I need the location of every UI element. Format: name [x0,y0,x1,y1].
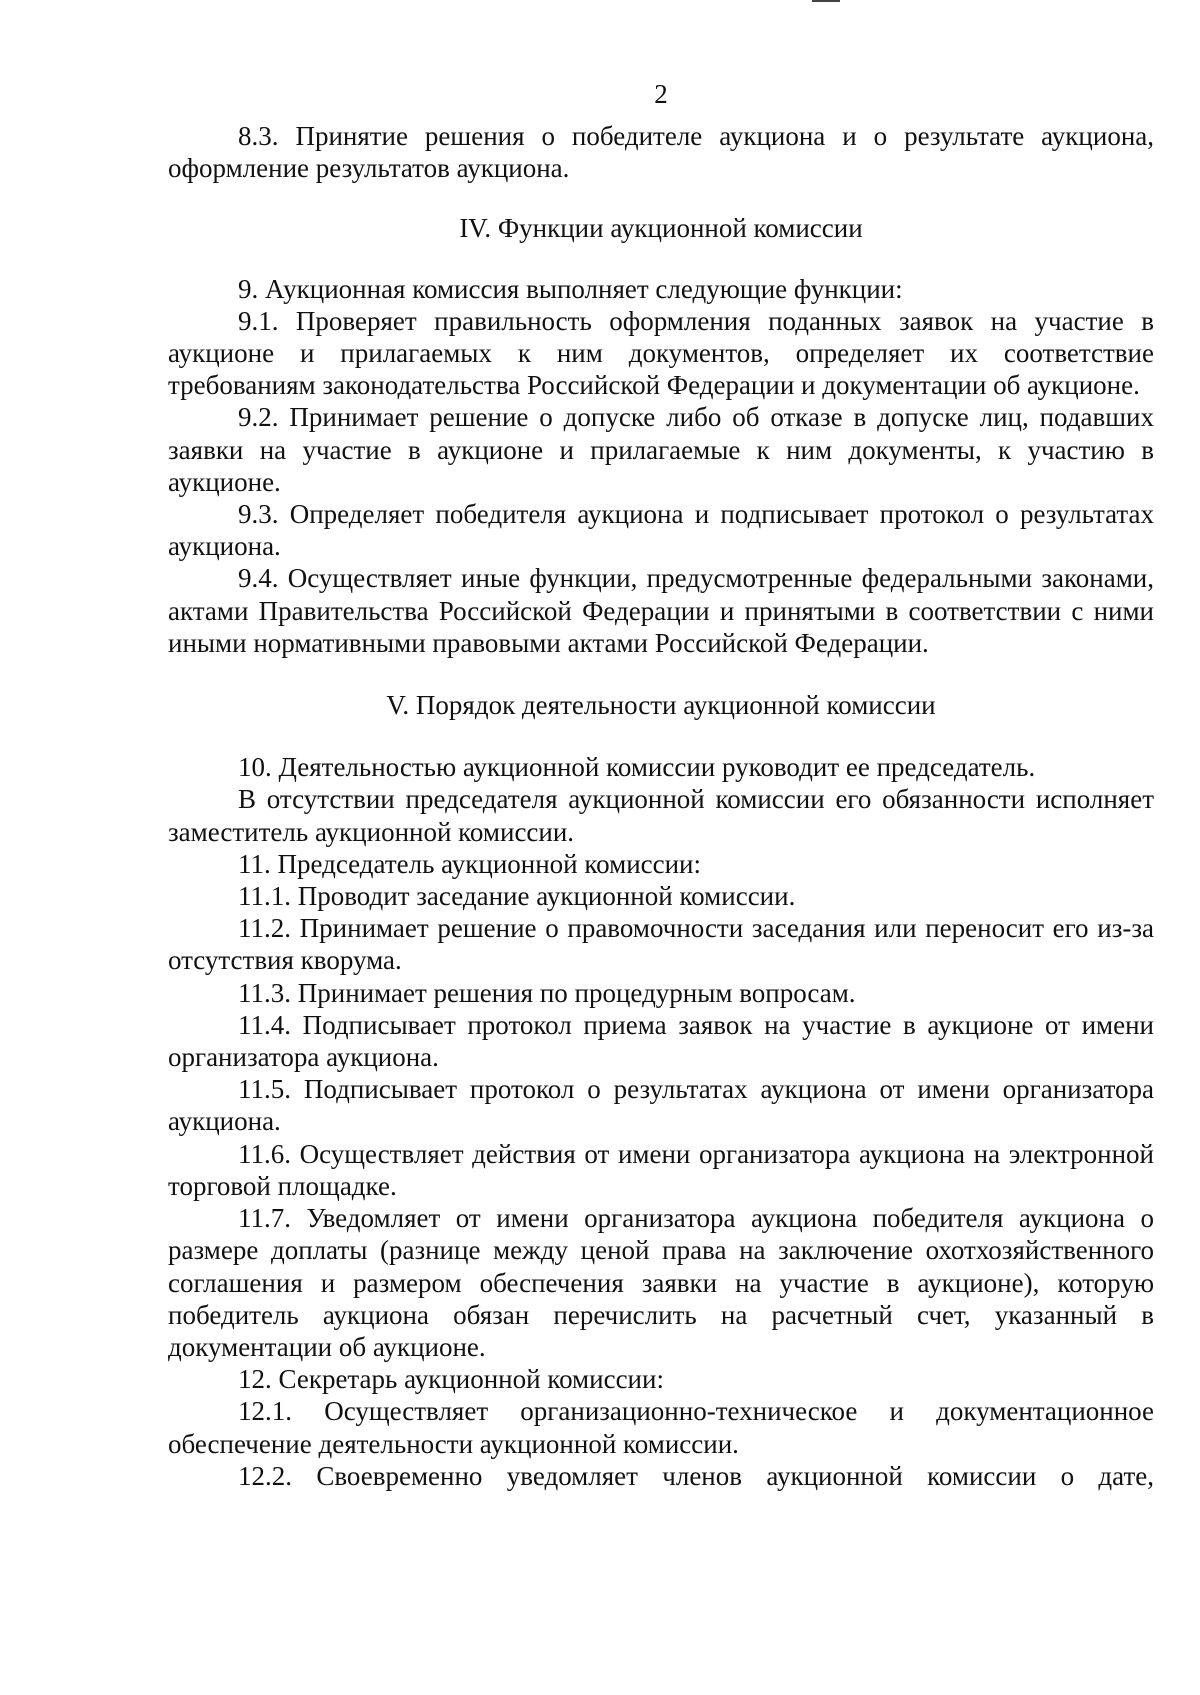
paragraph-9-2: 9.2. Принимает решение о допуске либо об отказе в допуске лиц, подавших заявки на участие в аукционе и прилагаемые к ним документы, к участию в аукционе. [168,402,1154,497]
paragraph-12: 12. Секретарь аукционной комиссии: [238,1364,664,1395]
section-heading-v: V. Порядок деятельности аукционной комиссии [386,690,936,721]
paragraph-11-7: 11.7. Уведомляет от имени организатора аукциона победителя аукциона о размере доплаты (разнице между ценой права на заключение охотхозяйственного соглашения и размером обеспечения заявки на участие в аукционе), которую победитель аукциона обязан перечислить на расчетный счет, указанный в документации об аукционе. [168,1203,1154,1362]
paragraph-11-6: 11.6. Осуществляет действия от имени организатора аукциона на электронной торговой площадке. [168,1138,1154,1201]
paragraph-11: 11. Председатель аукционной комиссии: [238,848,702,879]
page-number: 2 [654,79,668,109]
paragraph-9-1: 9.1. Проверяет правильность оформления поданных заявок на участие в аукционе и прилагаемых к ним документов, определяет их соответствие требованиям законодательства Российской Федерации и документации об аукционе. [168,305,1154,401]
paragraph-9-3: 9.3. Определяет победителя аукциона и подписывает протокол о результатах аукциона. [168,499,1154,562]
section-heading-iv: IV. Функции аукционной комиссии [459,213,863,244]
paragraph-8-3: 8.3. Принятие решения о победителе аукциона и о результате аукциона, оформление результатов аукциона. [168,121,1154,184]
document-body [168,120,1154,1492]
paragraph-11-3: 11.3. Принимает решения по процедурным вопросам. [238,977,856,1008]
paragraph-10: 10. Деятельностью аукционной комиссии руководит ее председатель. [238,752,1036,783]
paragraph-12-2: 12.2. Своевременно уведомляет членов аукционной комиссии о дате, [238,1460,1154,1491]
paragraph-9: 9. Аукционная комиссия выполняет следующие функции: [238,273,903,304]
paragraph-12-1: 12.1. Осуществляет организационно-техническое и документационное обеспечение деятельности аукционной комиссии. [168,1396,1154,1459]
paragraph-9-4: 9.4. Осуществляет иные функции, предусмотренные федеральными законами, актами Правительства Российской Федерации и принятыми в соответствии с ними иными нормативными правовыми актами Российской Федерации. [168,563,1154,658]
paragraph-11-4: 11.4. Подписывает протокол приема заявок на участие в аукционе от имени организатора аукциона. [168,1009,1154,1073]
scan-artifact [812,0,840,2]
paragraph-11-2: 11.2. Принимает решение о правомочности заседания или переносит его из-за отсутствия кворума. [168,913,1154,976]
paragraph-11-1: 11.1. Проводит заседание аукционной комиссии. [238,881,796,912]
paragraph-11-5: 11.5. Подписывает протокол о результатах аукциона от имени организатора аукциона. [168,1074,1154,1137]
paragraph-10-b: В отсутствии председателя аукционной комиссии его обязанности исполняет заместитель аукционной комиссии. [168,784,1154,847]
